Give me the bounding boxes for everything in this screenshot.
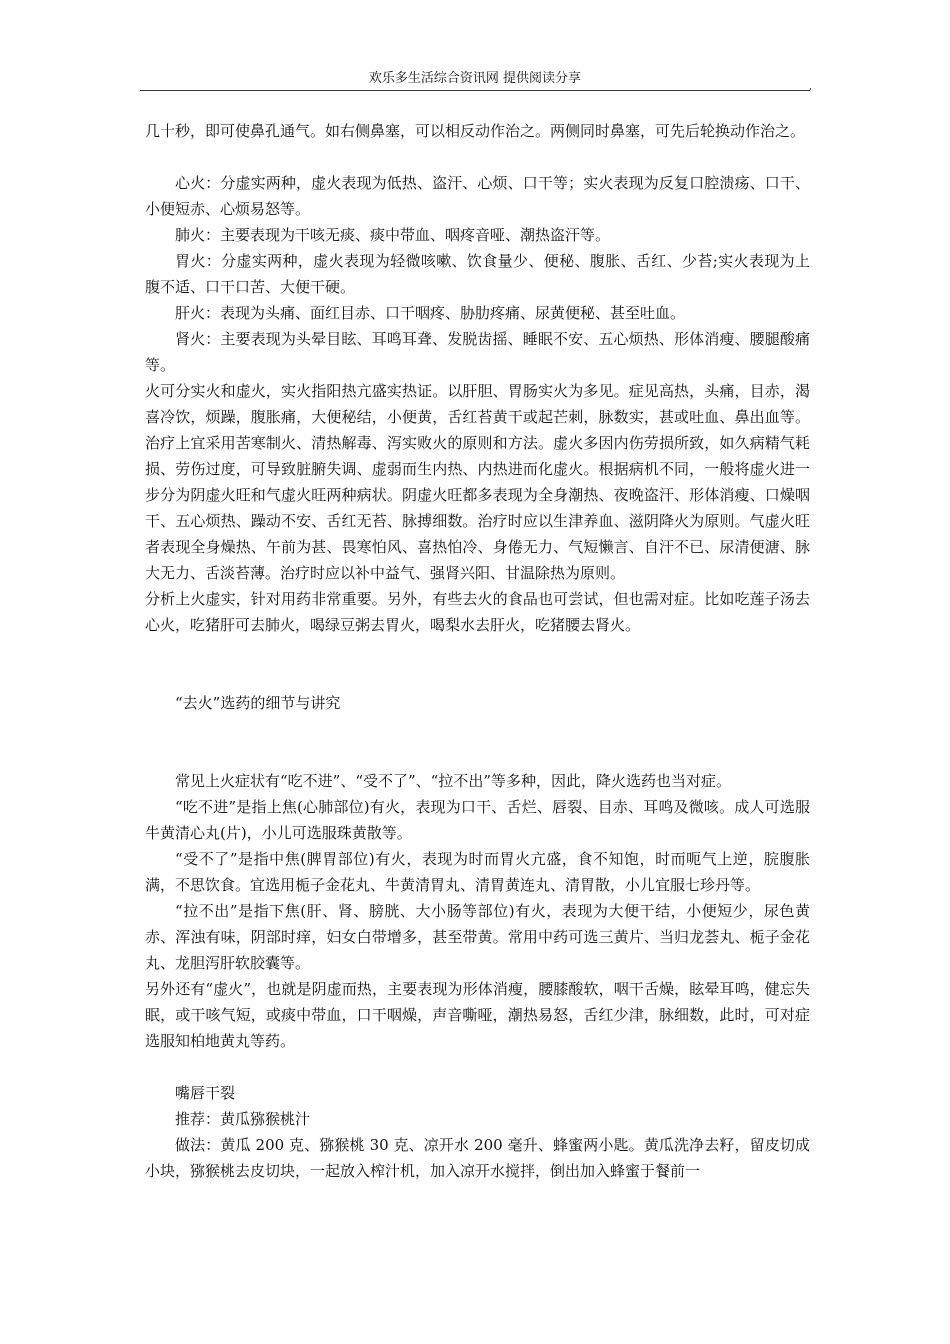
- paragraph-liver-fire: 肝火：表现为头痛、面红目赤、口干咽疼、胁肋疼痛、尿黄便秘、甚至吐血。: [175, 304, 686, 322]
- header-mark: ,: [809, 82, 812, 92]
- paragraph-upper-jiao: “吃不进”是指上焦(心肺部位)有火，表现为口干、舌烂、唇裂、目赤、耳鸣及微咳。成人可选服牛黄清心丸(片)，小儿可选服珠黄散等。: [145, 798, 810, 842]
- paragraph-fire-types: 火可分实火和虚火，实火指阳热亢盛实热证。以肝胆、胃肠实火为多见。症见高热，头痛，目赤，渴喜冷饮，烦躁，腹胀痛，大便秘结，小便黄，舌红苔黄干或起芒刺，脉数实，甚或吐血、鼻出血等。治疗上宜采用苦寒制火、清热解毒、泻实败火的原则和方法。虚火多因内伤劳损所致，如久病精气耗损、劳伤过度，可导致脏腑失调、虚弱而生内热、内热进而化虚火。根据病机不同，一般将虚火进一步分为阴虚火旺和气虚火旺两种病状。阴虚火旺都多表现为全身潮热、夜晚盗汗、形体消瘦、口燥咽干、五心烦热、躁动不安、舌红无苔、脉搏细数。治疗时应以生津养血、滋阴降火为原则。气虚火旺者表现全身燥热、午前为甚、畏寒怕风、喜热怕冷、身倦无力、气短懒言、自汗不已、尿清便溏、脉大无力、舌淡苔薄。治疗时应以补中益气、强肾兴阳、甘温除热为原则。: [145, 382, 810, 582]
- page-header: [140, 68, 810, 91]
- paragraph: 几十秒，即可使鼻孔通气。如右侧鼻塞，可以相反动作治之。两侧同时鼻塞，可先后轮换动作治之。: [145, 122, 806, 140]
- paragraph-stomach-fire: 胃火：分虚实两种，虚火表现为轻微咳嗽、饮食量少、便秘、腹胀、舌红、少苔;实火表现为上腹不适、口干口苦、大便干硬。: [145, 252, 810, 296]
- paragraph-heart-fire: 心火：分虚实两种，虚火表现为低热、盗汗、心烦、口干等；实火表现为反复口腔溃疡、口干、小便短赤、心烦易怒等。: [145, 174, 810, 218]
- paragraph-kidney-fire: 肾火：主要表现为头晕目眩、耳鸣耳聋、发脱齿摇、睡眠不安、五心烦热、形体消瘦、腰腿酸痛等。: [145, 330, 810, 374]
- recommendation: 推荐：黄瓜猕猴桃汁: [175, 1110, 311, 1128]
- subheading-chapped-lips: 嘴唇干裂: [175, 1084, 236, 1102]
- section-heading: “去火”选药的细节与讲究: [175, 694, 341, 712]
- paragraph-analysis: 分析上火虚实，针对用药非常重要。另外，有些去火的食品也可尝试，但也需对症。比如吃莲子汤去心火，吃猪肝可去肺火，喝绿豆粥去胃火，喝梨水去肝火，吃猪腰去肾火。: [145, 590, 810, 634]
- paragraph-lung-fire: 肺火：主要表现为干咳无痰、痰中带血、咽疼音哑、潮热盗汗等。: [175, 226, 611, 244]
- paragraph-lower-jiao: “拉不出”是指下焦(肝、肾、膀胱、大小肠等部位)有火，表现为大便干结，小便短少，尿色黄赤、浑浊有味，阴部时痒，妇女白带增多，甚至带黄。常用中药可选三黄片、当归龙荟丸、栀子金花丸、龙胆泻肝软胶囊等。: [145, 902, 810, 972]
- header-title: 欢乐多生活综合资讯网 提供阅读分享: [368, 71, 582, 86]
- paragraph-middle-jiao: “受不了”是指中焦(脾胃部位)有火，表现为时而胃火亢盛，食不知饱，时而呃气上逆，脘腹胀满，不思饮食。宜选用栀子金花丸、牛黄清胃丸、清胃黄连丸、清胃散，小儿宜服七珍丹等。: [145, 850, 810, 894]
- paragraph-symptoms: 常见上火症状有“吃不进”、“受不了”、“拉不出”等多种，因此，降火选药也当对症。: [175, 772, 732, 790]
- recipe-method: 做法：黄瓜 200 克、猕猴桃 30 克、凉开水 200 毫升、蜂蜜两小匙。黄瓜洗净去籽，留皮切成小块，猕猴桃去皮切块，一起放入榨汁机，加入凉开水搅拌，倒出加入蜂蜜于餐前一: [145, 1136, 810, 1180]
- document-body: [145, 118, 810, 1184]
- paragraph-deficiency-fire: 另外还有“虚火”，也就是阴虚而热，主要表现为形体消瘦，腰膝酸软，咽干舌燥，眩晕耳鸣，健忘失眠，或干咳气短，或痰中带血，口干咽燥，声音嘶哑，潮热易怒，舌红少津，脉细数，此时，可对症选服知柏地黄丸等药。: [145, 980, 810, 1050]
